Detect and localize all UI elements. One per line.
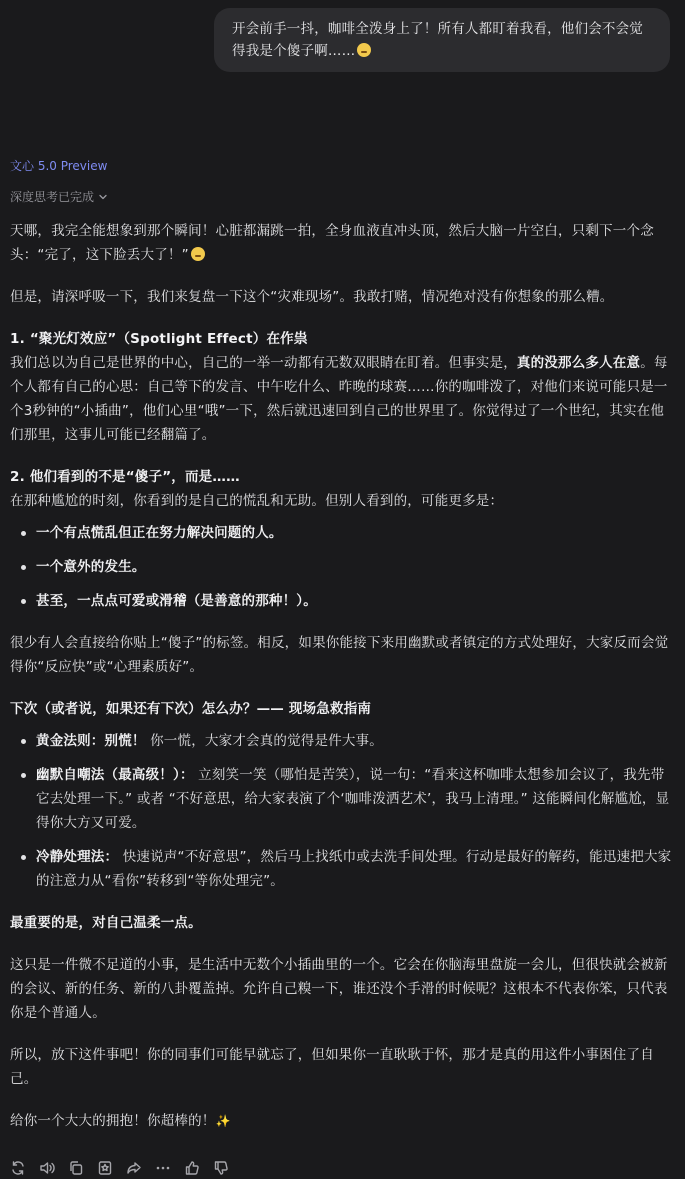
- emphasis-paragraph: 最重要的是，对自己温柔一点。: [10, 915, 202, 931]
- list-item: 一个意外的发生。: [10, 555, 675, 579]
- reply-paragraph: 天哪，我完全能想象到那个瞬间！心脏都漏跳一拍，全身血液直冲头顶，然后大脑一片空白，只剩下一个念头：“完了，这下脸丢大了！”: [10, 223, 654, 263]
- more-icon[interactable]: [155, 1160, 171, 1176]
- message-actions: [10, 1160, 229, 1176]
- section-title: 2. 他们看到的不是“傻子”，而是……: [10, 469, 240, 485]
- user-message-bubble: [214, 8, 670, 72]
- reply-paragraph: 但是，请深呼吸一下，我们来复盘一下这个“灾难现场”。我敢打赌，情况绝对没有你想象的那么糟。: [10, 289, 614, 305]
- share-icon[interactable]: [126, 1160, 142, 1176]
- thumbs-up-icon[interactable]: [184, 1160, 200, 1176]
- list-item: 黄金法则：别慌！ 你一慌，大家才会真的觉得是件大事。: [10, 729, 675, 753]
- reply-paragraph: 给你一个大大的拥抱！你超棒的！✨: [10, 1113, 231, 1129]
- sparkles-icon: ✨: [215, 1114, 231, 1128]
- bookmark-icon[interactable]: [97, 1160, 113, 1176]
- list-item: 一个有点慌乱但正在努力解决问题的人。: [10, 521, 675, 545]
- assistant-reply: [10, 219, 675, 1133]
- reply-paragraph: 这只是一件微不足道的小事，是生活中无数个小插曲里的一个。它会在你脑海里盘旋一会儿，但很快就会被新的会议、新的任务、新的八卦覆盖掉。允许自己糗一下，谁还没个手滑的时候呢？这根本不代表你笨，只代表你是个普通人。: [10, 957, 668, 1021]
- chevron-down-icon: [98, 192, 108, 202]
- section-title: 下次（或者说，如果还有下次）怎么办？—— 现场急救指南: [10, 701, 372, 717]
- copy-icon[interactable]: [68, 1160, 84, 1176]
- thumbs-down-icon[interactable]: [213, 1160, 229, 1176]
- list-item: 甚至，一点点可爱或滑稽（是善意的那种！）。: [10, 589, 675, 613]
- reply-paragraph: 所以，放下这件事吧！你的同事们可能早就忘了，但如果你一直耿耿于怀，那才是真的用这件小事困住了自己。: [10, 1047, 654, 1087]
- thinking-status-text: 深度思考已完成: [10, 190, 95, 204]
- tips-list: [10, 729, 675, 893]
- grimacing-face-icon: [357, 43, 371, 57]
- regenerate-icon[interactable]: [10, 1160, 26, 1176]
- model-label: 文心 5.0 Preview: [10, 159, 108, 173]
- speaker-icon[interactable]: [39, 1160, 55, 1176]
- user-message-text: 开会前手一抖，咖啡全泼身上了！所有人都盯着我看，他们会不会觉得我是个傻子啊……: [232, 21, 643, 59]
- grimacing-face-icon: [191, 247, 205, 261]
- reply-paragraph: 很少有人会直接给你贴上“傻子”的标签。相反，如果你能接下来用幽默或者镇定的方式处理好，大家反而会觉得你“反应快”或“心理素质好”。: [10, 635, 669, 675]
- section-title: 1. “聚光灯效应”（Spotlight Effect）在作祟: [10, 331, 308, 347]
- bullet-list: [10, 521, 675, 613]
- reply-paragraph: 在那种尴尬的时刻，你看到的是自己的慌乱和无助。但别人看到的，可能更多是：: [10, 493, 504, 509]
- thinking-toggle[interactable]: [10, 188, 108, 205]
- list-item: 冷静处理法： 快速说声“不好意思”，然后马上找纸巾或去洗手间处理。行动是最好的解药，能迅速把大家的注意力从“看你”转移到“等你处理完”。: [10, 845, 675, 893]
- list-item: 幽默自嘲法（最高级！）： 立刻笑一笑（哪怕是苦笑），说一句：“看来这杯咖啡太想参加会议了，我先带它去处理一下。” 或者 “不好意思，给大家表演了个‘咖啡泼洒艺术’，我马上清理。” 这能瞬间化解尴尬，显得你大方又可爱。: [10, 763, 675, 835]
- reply-paragraph: 我们总以为自己是世界的中心，自己的一举一动都有无数双眼睛在盯着。但事实是，真的没那么多人在意。每个人都有自己的心思：自己等下的发言、中午吃什么、昨晚的球赛……你的咖啡泼了，对他们来说可能只是一个3秒钟的“小插曲”，他们心里“哦”一下，然后就迅速回到自己的世界里了。你觉得过了一个世纪，其实在他们那里，这事儿可能已经翻篇了。: [10, 355, 668, 443]
